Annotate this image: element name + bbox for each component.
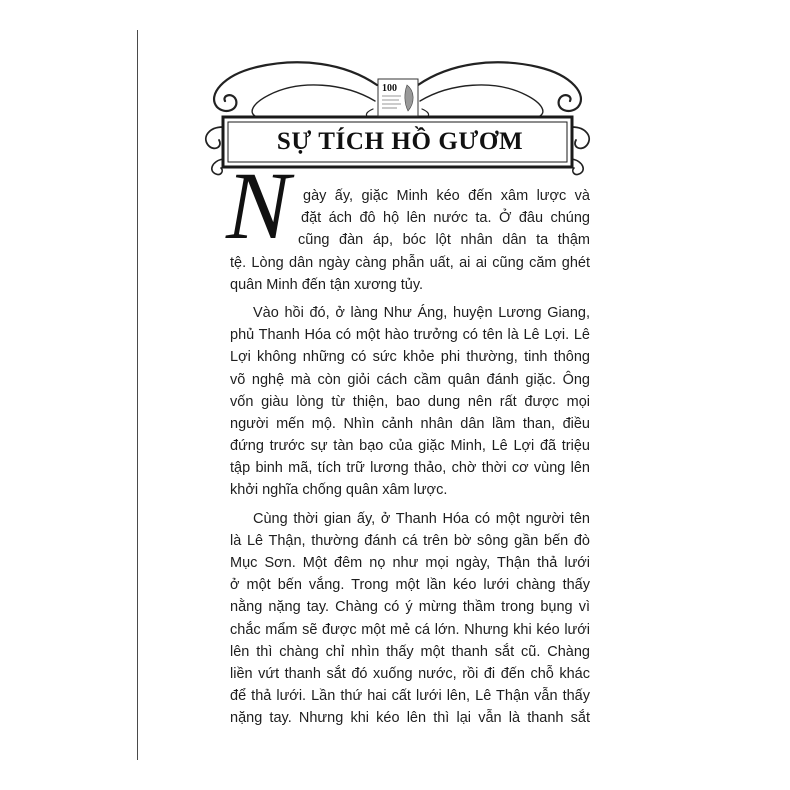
- paragraph-3: [230, 508, 590, 730]
- text-line: đặt ách đô hộ lên nước ta. Ở đâu chúng: [301, 210, 590, 227]
- logo-number: 100: [382, 83, 397, 94]
- text-line: Vào hồi đó, ở làng Như Áng, huyện Lương Giang,: [253, 304, 590, 321]
- text-line: võ nghệ mà còn giỏi cách cầm quân đánh giặc. Ông: [230, 371, 590, 388]
- text-line: người mến mộ. Nhìn cảnh nhân dân lầm than, điều: [230, 415, 590, 432]
- text-line: liền vứt thanh sắt đó xuống nước, rồi đi đến chỗ khác: [230, 665, 590, 682]
- text-line: Mục Sơn. Một đêm nọ như mọi ngày, Thận thả lưới: [230, 555, 590, 571]
- text-line: đứng trước sự tàn bạo của giặc Minh, Lê Lợi đã triệu: [230, 438, 590, 455]
- text-line: phủ Thanh Hóa có một hào trưởng có tên là Lê Lợi. Lê: [230, 327, 590, 344]
- text-line: để thả lưới. Lần thứ hai cất lưới lên, Lê Thận vẫn thấy: [230, 688, 590, 705]
- text-line: ở một bến vắng. Trong một lần kéo lưới chàng thấy: [230, 577, 590, 594]
- text-line: là Lê Thận, thường đánh cá trên bờ sông gần bến đò: [230, 532, 590, 549]
- story-body: [230, 185, 590, 730]
- drop-cap-letter: N: [226, 152, 291, 259]
- text-line: cũng đàn áp, bóc lột nhân dân ta thậm: [298, 232, 590, 249]
- text-line: vốn giàu lòng từ thiện, bao dung nên rất được mọi: [230, 393, 590, 410]
- text-line: nằng nặng tay. Chàng có ý mừng thầm trong bụng vì: [230, 599, 590, 616]
- text-line: Lợi không những có sức khỏe phi thường, tinh thông: [230, 349, 590, 366]
- paragraph-1: [230, 185, 590, 296]
- text-line: tập binh mã, tích trữ lương thảo, chờ thời cơ vùng lên: [230, 460, 590, 477]
- page-title: SỰ TÍCH HỒ GƯƠM: [276, 128, 524, 155]
- text-line: Cùng thời gian ấy, ở Thanh Hóa có một người tên: [253, 510, 590, 527]
- page-gutter-line: [137, 30, 138, 760]
- text-line: chắc mẩm sẽ được một mẻ cá lớn. Nhưng khi kéo lưới: [230, 621, 590, 638]
- paragraph-2: [230, 302, 590, 502]
- text-line: quân Minh đến tận xương tủy.: [230, 276, 424, 293]
- series-logo: [378, 79, 418, 116]
- text-line: lên thì chàng chỉ nhìn thấy một thanh sắt cũ. Chàng: [230, 643, 590, 660]
- text-line: gày ấy, giặc Minh kéo đến xâm lược và: [303, 188, 590, 204]
- text-line: nặng tay. Nhưng khi kéo lên thì lại vẫn là thanh sắt: [230, 710, 590, 727]
- text-line: khởi nghĩa chống quân xâm lược.: [230, 482, 448, 499]
- text-line: tệ. Lòng dân ngày càng phẫn uất, ai ai cũng căm ghét: [230, 254, 590, 271]
